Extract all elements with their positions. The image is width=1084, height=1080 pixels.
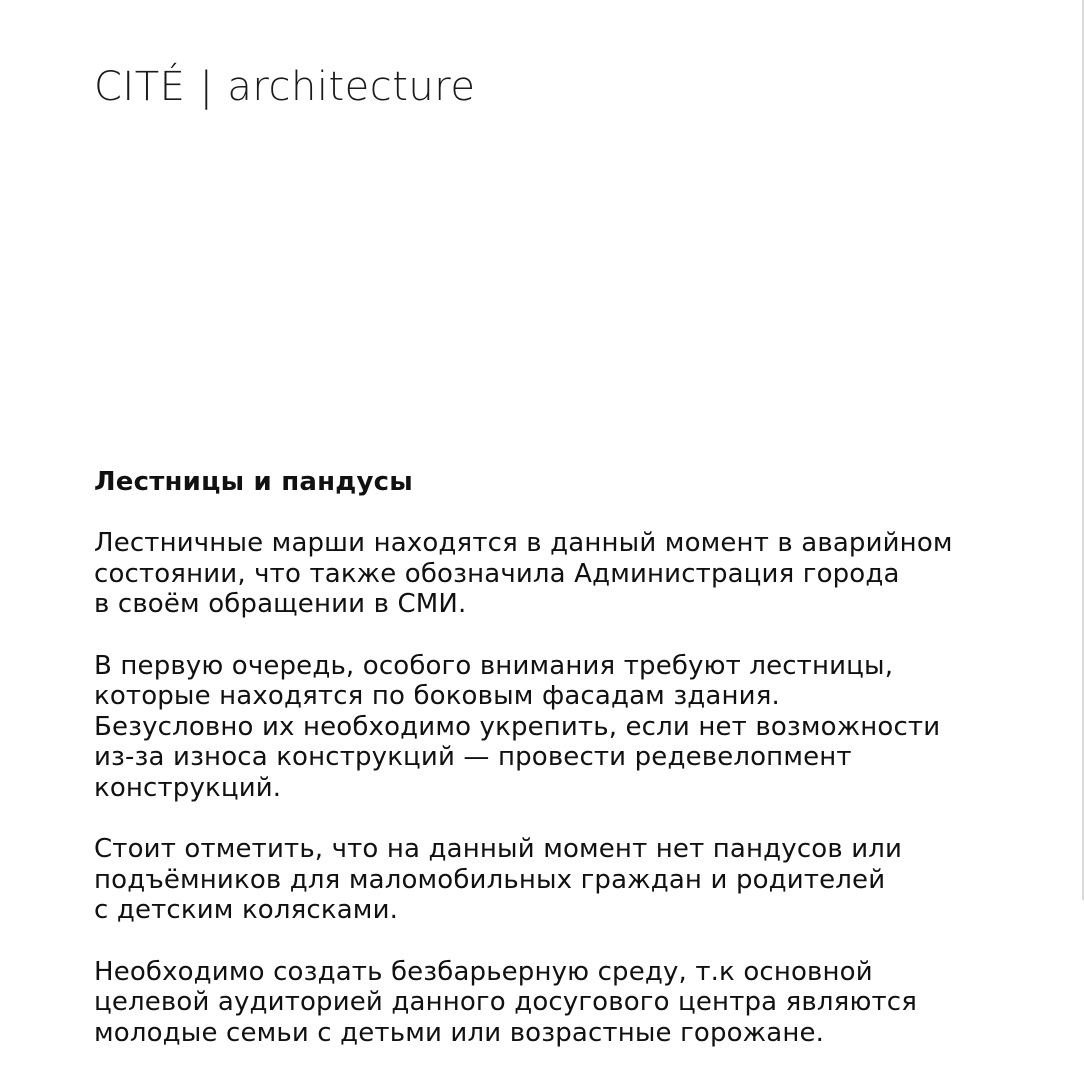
paragraph-line: которые находятся по боковым фасадам здания.: [94, 681, 780, 711]
logo-suffix: architecture: [227, 64, 476, 110]
article-content: [94, 466, 1054, 1079]
paragraph-line: состоянии, что также обозначила Администрация города: [94, 558, 900, 589]
paragraph-line: с детским колясками.: [94, 895, 399, 925]
paragraph-line: Стоит отметить, что на данный момент нет пандусов или: [94, 834, 903, 864]
paragraph-line: Необходимо создать безбарьерную среду, т.к основной: [94, 956, 873, 987]
logo-separator: |: [199, 64, 214, 110]
paragraph-line: целевой аудиторией данного досугового центра являются: [94, 987, 918, 1017]
paragraph-line: подъёмников для маломобильных граждан и родителей: [94, 864, 886, 895]
paragraph-line: из-за износа конструкций — провести редевелопмент: [94, 742, 852, 772]
paragraph-line: молодые семьи с детьми или возрастные горожане.: [94, 1017, 825, 1048]
paragraph-line: в своём обращении в СМИ.: [94, 589, 467, 619]
paragraph-line: Безусловно их необходимо укрепить, если нет возможности: [94, 711, 941, 742]
paragraph-2: [94, 651, 1054, 804]
logo-brand: CITÉ: [94, 64, 186, 110]
paragraph-4: [94, 957, 1054, 1049]
section-heading: Лестницы и пандусы: [94, 467, 413, 497]
paragraph-1: [94, 528, 1054, 620]
paragraph-line: Лестничные марши находятся в данный момент в аварийном: [94, 528, 953, 558]
paragraph-line: В первую очередь, особого внимания требуют лестницы,: [94, 650, 894, 681]
paragraph-3: [94, 834, 1054, 926]
brand-logo: [94, 64, 475, 110]
paragraph-line: конструкций.: [94, 772, 282, 803]
